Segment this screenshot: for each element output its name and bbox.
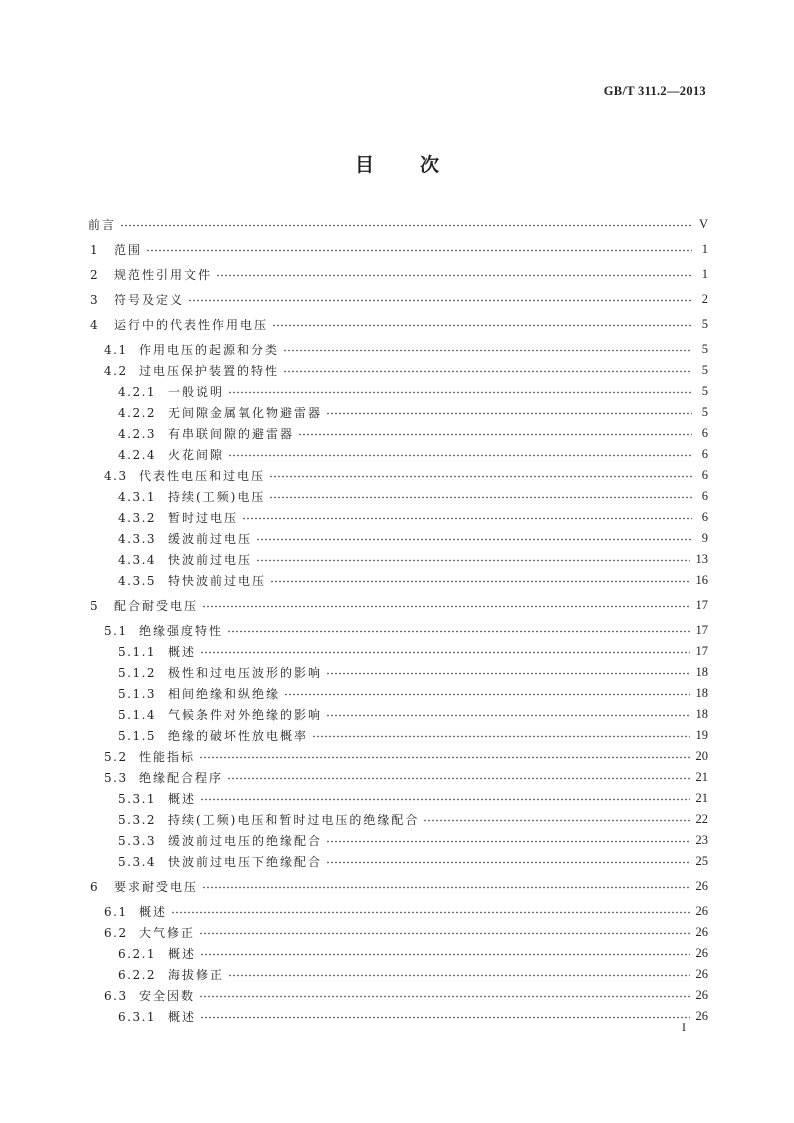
toc-entry-title: 快波前过电压下绝缘配合: [168, 855, 323, 869]
dot-leader: [227, 630, 689, 633]
toc-entry-page: 6: [701, 468, 708, 482]
toc-entry-page: 19: [695, 728, 708, 742]
toc-entry[interactable]: [88, 237, 708, 262]
toc-entry[interactable]: [88, 620, 708, 641]
toc-entry-number: 2: [90, 267, 100, 282]
toc-entry-title: 前言: [88, 218, 117, 232]
dot-leader: [284, 693, 689, 696]
dot-leader: [200, 1016, 689, 1019]
toc-entry[interactable]: [88, 423, 708, 444]
toc-entry-title: 安全因数: [139, 989, 196, 1003]
toc-entry[interactable]: [88, 704, 708, 725]
toc-entry[interactable]: [88, 287, 708, 312]
toc-entry-title: 概述: [139, 905, 168, 919]
toc-entry-number: 6.2: [104, 925, 128, 940]
toc-entry-number: 5.3.2: [118, 812, 157, 827]
toc-entry-number: 5.1.4: [118, 707, 157, 722]
toc-entry[interactable]: [88, 809, 708, 830]
toc-entry[interactable]: [88, 212, 708, 237]
toc-entry-number: 5.3: [104, 770, 128, 785]
toc-entry-number: 5.1.2: [118, 665, 157, 680]
dot-leader: [242, 517, 692, 520]
toc-entry-title: 缓波前过电压的绝缘配合: [168, 834, 323, 848]
dot-leader: [272, 324, 692, 327]
toc-entry-number: 5: [90, 598, 100, 613]
dot-leader: [199, 932, 689, 935]
dot-leader: [199, 756, 689, 759]
toc-entry-number: 4.3.3: [118, 531, 157, 546]
toc-entry-page: 26: [695, 879, 708, 893]
toc-entry-title: 配合耐受电压: [114, 599, 199, 613]
table-of-contents: [88, 212, 708, 1027]
toc-entry-page: 17: [695, 598, 708, 612]
toc-entry-title: 运行中的代表性作用电压: [114, 318, 269, 332]
toc-entry-title: 概述: [168, 792, 197, 806]
toc-entry[interactable]: [88, 683, 708, 704]
toc-entry-number: 4.3.2: [118, 510, 157, 525]
toc-entry[interactable]: [88, 339, 708, 360]
toc-entry-title: 过电压保护装置的特性: [139, 364, 280, 378]
dot-leader: [269, 475, 692, 478]
toc-entry[interactable]: [88, 985, 708, 1006]
dot-leader: [146, 249, 692, 252]
toc-entry-page: 17: [695, 644, 708, 658]
dot-leader: [228, 454, 692, 457]
toc-entry-page: 5: [701, 317, 708, 331]
toc-entry[interactable]: [88, 360, 708, 381]
toc-entry-title: 一般说明: [168, 385, 225, 399]
toc-entry-number: 3: [90, 292, 100, 307]
toc-entry-page: 6: [701, 489, 708, 503]
toc-entry-page: 26: [695, 988, 708, 1002]
dot-leader: [326, 412, 692, 415]
toc-entry-title: 持续(工频)电压: [168, 490, 266, 504]
toc-entry-number: 4.3.5: [118, 573, 157, 588]
toc-entry-title: 特快波前过电压: [168, 574, 267, 588]
toc-entry[interactable]: [88, 964, 708, 985]
toc-entry-number: 6.3.1: [118, 1009, 157, 1024]
toc-entry-title: 无间隙金属氧化物避雷器: [168, 406, 323, 420]
toc-entry-page: 5: [701, 363, 708, 377]
toc-entry[interactable]: [88, 465, 708, 486]
toc-entry[interactable]: [88, 444, 708, 465]
toc-entry-page: 22: [695, 812, 708, 826]
page-number: I: [682, 1020, 686, 1034]
toc-entry-number: 4.2.2: [118, 405, 157, 420]
toc-entry-number: 5.1: [104, 623, 128, 638]
toc-entry[interactable]: [88, 922, 708, 943]
dot-leader: [423, 819, 689, 822]
toc-entry-page: 17: [695, 623, 708, 637]
toc-entry[interactable]: [88, 1006, 708, 1027]
toc-entry-number: 6.1: [104, 904, 128, 919]
toc-entry-title: 概述: [168, 645, 197, 659]
toc-entry-page: 6: [701, 426, 708, 440]
toc-entry[interactable]: [88, 767, 708, 788]
toc-entry[interactable]: [88, 943, 708, 964]
dot-leader: [326, 714, 689, 717]
toc-entry[interactable]: [88, 402, 708, 423]
toc-entry-page: 26: [695, 925, 708, 939]
toc-entry-title: 绝缘强度特性: [139, 624, 224, 638]
dot-leader: [228, 974, 689, 977]
toc-entry-title: 符号及定义: [114, 293, 185, 307]
dot-leader: [283, 370, 692, 373]
dot-leader: [256, 559, 689, 562]
dot-leader: [171, 911, 689, 914]
toc-entry-title: 海拔修正: [168, 968, 225, 982]
toc-entry[interactable]: [88, 528, 708, 549]
toc-entry-title: 火花间隙: [168, 448, 225, 462]
dot-leader: [326, 861, 689, 864]
dot-leader: [216, 274, 692, 277]
toc-entry-title: 气候条件对外绝缘的影响: [168, 708, 323, 722]
toc-entry-page: 18: [695, 686, 708, 700]
toc-entry-title: 缓波前过电压: [168, 532, 253, 546]
toc-entry-title: 代表性电压和过电压: [139, 469, 266, 483]
dot-leader: [270, 580, 689, 583]
toc-entry[interactable]: [88, 312, 708, 337]
toc-entry-number: 6.2.1: [118, 946, 157, 961]
toc-entry[interactable]: [88, 593, 708, 618]
toc-entry[interactable]: [88, 746, 708, 767]
toc-entry-number: 4.3.4: [118, 552, 157, 567]
page-title: 目次: [354, 154, 485, 176]
toc-entry-page: 26: [695, 946, 708, 960]
toc-entry-number: 6.3: [104, 988, 128, 1003]
toc-entry[interactable]: [88, 641, 708, 662]
toc-entry-number: 5.3.1: [118, 791, 157, 806]
toc-entry-title: 概述: [168, 947, 197, 961]
toc-entry-page: 6: [701, 447, 708, 461]
toc-entry[interactable]: [88, 262, 708, 287]
dot-leader: [326, 840, 689, 843]
toc-entry-number: 5.3.3: [118, 833, 157, 848]
toc-entry-title: 快波前过电压: [168, 553, 253, 567]
dot-leader: [283, 349, 692, 352]
toc-entry[interactable]: [88, 486, 708, 507]
dot-leader: [188, 299, 692, 302]
toc-entry-title: 暂时过电压: [168, 511, 239, 525]
toc-entry-title: 相间绝缘和纵绝缘: [168, 687, 281, 701]
dot-leader: [228, 391, 692, 394]
toc-entry-number: 4.2.1: [118, 384, 157, 399]
toc-entry[interactable]: [88, 788, 708, 809]
toc-entry-number: 4.3.1: [118, 489, 157, 504]
toc-entry[interactable]: [88, 507, 708, 528]
toc-entry-number: 4.2.3: [118, 426, 157, 441]
toc-entry-title: 持续(工频)电压和暂时过电压的绝缘配合: [168, 813, 420, 827]
dot-leader: [202, 605, 689, 608]
dot-leader: [269, 496, 692, 499]
toc-entry-page: 1: [701, 242, 708, 256]
toc-entry-title: 绝缘配合程序: [139, 771, 224, 785]
toc-entry[interactable]: [88, 874, 708, 899]
toc-entry-title: 性能指标: [139, 750, 196, 764]
toc-entry-page: 5: [701, 405, 708, 419]
dot-leader: [200, 798, 689, 801]
toc-entry-page: 21: [695, 791, 708, 805]
toc-entry-page: 20: [695, 749, 708, 763]
toc-entry-number: 4.3: [104, 468, 128, 483]
toc-entry-number: 5.3.4: [118, 854, 157, 869]
toc-entry[interactable]: [88, 381, 708, 402]
toc-entry-page: 26: [695, 904, 708, 918]
toc-entry-title: 有串联间隙的避雷器: [168, 427, 295, 441]
toc-entry-number: 4.2.4: [118, 447, 157, 462]
toc-entry-number: 5.1.5: [118, 728, 157, 743]
dot-leader: [120, 224, 692, 227]
toc-entry[interactable]: [88, 851, 708, 872]
toc-entry-page: 26: [695, 1009, 708, 1023]
toc-entry-page: 5: [701, 384, 708, 398]
toc-entry-page: 18: [695, 665, 708, 679]
toc-entry[interactable]: [88, 830, 708, 851]
dot-leader: [256, 538, 692, 541]
toc-entry-page: 13: [695, 552, 708, 566]
toc-entry-number: 4.1: [104, 342, 128, 357]
dot-leader: [200, 953, 689, 956]
toc-entry[interactable]: [88, 570, 708, 591]
dot-leader: [199, 995, 689, 998]
toc-entry-title: 极性和过电压波形的影响: [168, 666, 323, 680]
toc-entry-number: 1: [90, 242, 100, 257]
toc-entry[interactable]: [88, 725, 708, 746]
toc-entry-number: 6: [90, 879, 100, 894]
toc-entry-page: 9: [701, 531, 708, 545]
toc-entry[interactable]: [88, 901, 708, 922]
toc-entry-title: 大气修正: [139, 926, 196, 940]
toc-entry-page: 25: [695, 854, 708, 868]
dot-leader: [202, 886, 689, 889]
toc-entry-page: 6: [701, 510, 708, 524]
dot-leader: [298, 433, 692, 436]
toc-entry-number: 5.1.1: [118, 644, 157, 659]
toc-entry[interactable]: [88, 662, 708, 683]
toc-entry-title: 要求耐受电压: [114, 880, 199, 894]
toc-entry-number: 4: [90, 317, 100, 332]
toc-entry-number: 6.2.2: [118, 967, 157, 982]
dot-leader: [200, 651, 689, 654]
toc-entry-title: 规范性引用文件: [114, 268, 213, 282]
toc-entry-page: 23: [695, 833, 708, 847]
standard-number: GB/T 311.2—2013: [603, 84, 706, 98]
toc-entry-page: 1: [701, 267, 708, 281]
dot-leader: [227, 777, 689, 780]
dot-leader: [326, 672, 689, 675]
toc-entry-page: 26: [695, 967, 708, 981]
toc-entry-number: 4.2: [104, 363, 128, 378]
toc-entry[interactable]: [88, 549, 708, 570]
toc-entry-title: 绝缘的破坏性放电概率: [168, 729, 309, 743]
toc-entry-title: 范围: [114, 243, 143, 257]
dot-leader: [312, 735, 689, 738]
toc-entry-page: V: [698, 217, 708, 231]
toc-entry-page: 5: [701, 342, 708, 356]
toc-entry-number: 5.1.3: [118, 686, 157, 701]
toc-entry-page: 16: [695, 573, 708, 587]
toc-entry-title: 概述: [168, 1010, 197, 1024]
toc-entry-title: 作用电压的起源和分类: [139, 343, 280, 357]
toc-entry-page: 21: [695, 770, 708, 784]
toc-entry-number: 5.2: [104, 749, 128, 764]
toc-entry-page: 18: [695, 707, 708, 721]
toc-entry-page: 2: [701, 292, 708, 306]
